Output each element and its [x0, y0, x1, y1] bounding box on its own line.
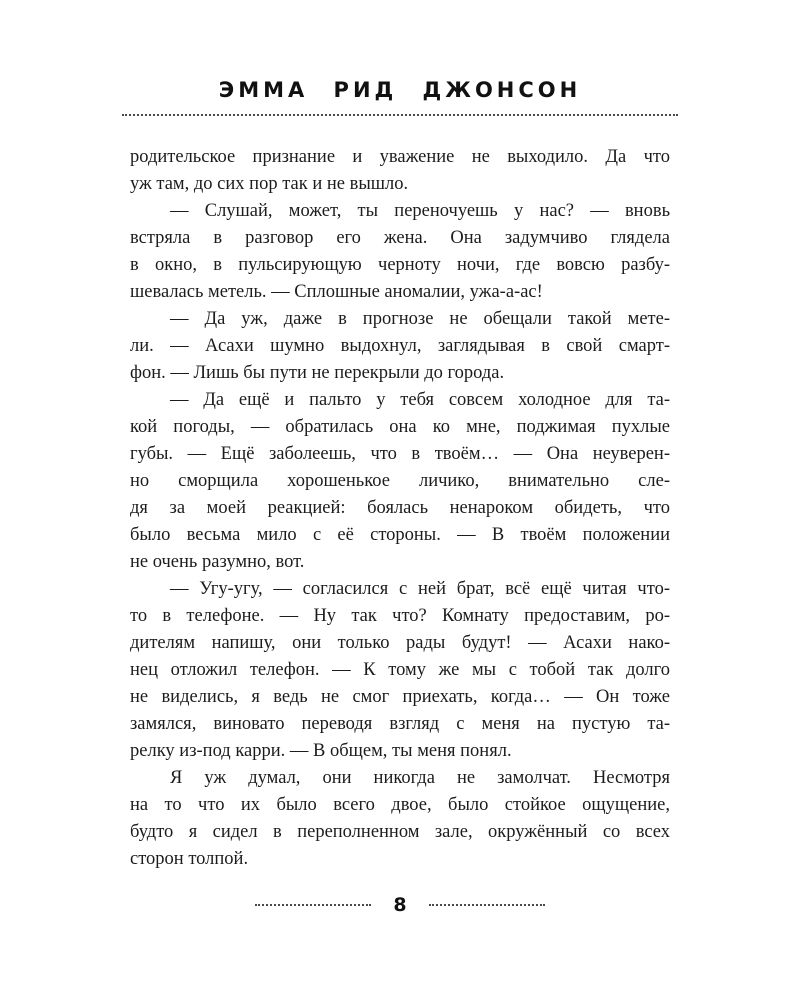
text-line: встряла в разговор его жена. Она задумчиво глядела	[130, 228, 670, 248]
footer-dotted-rule-right	[429, 904, 545, 906]
header-dotted-rule	[122, 114, 678, 116]
text-line: то в телефоне. — Ну так что? Комнату предоставим, ро-	[130, 606, 670, 626]
text-line: не очень разумно, вот.	[130, 552, 305, 572]
footer-dotted-rule-left	[255, 904, 371, 906]
text-line: сторон толпой.	[130, 849, 249, 869]
text-line: кой погоды, — обратилась она ко мне, поджимая пухлые	[130, 417, 670, 437]
text-line: шевалась метель. — Сплошные аномалии, ужа-а-ас!	[130, 282, 543, 302]
text-line: Я уж думал, они никогда не замолчат. Несмотря	[170, 768, 670, 788]
text-line: нец отложил телефон. — К тому же мы с тобой так долго	[130, 660, 670, 680]
text-line: уж там, до сих пор так и не вышло.	[130, 174, 409, 194]
page-number: 8	[393, 894, 407, 916]
text-line: но сморщила хорошенькое личико, внимательно сле-	[130, 471, 670, 491]
text-line: ли. — Асахи шумно выдохнул, заглядывая в свой смарт-	[130, 336, 670, 356]
paragraph	[130, 144, 670, 198]
text-line: не виделись, я ведь не смог приехать, когда… — Он тоже	[130, 687, 670, 707]
paragraph	[130, 576, 670, 765]
text-line: — Угу-угу, — согласился с ней брат, всё ещё читая что-	[170, 579, 670, 599]
text-line: родительское признание и уважение не выходило. Да что	[130, 147, 670, 167]
text-line: дителям напишу, они только рады будут! — Асахи нако-	[130, 633, 670, 653]
text-line: релку из-под карри. — В общем, ты меня понял.	[130, 741, 512, 761]
text-line: было весьма мило с её стороны. — В твоём положении	[130, 525, 670, 545]
text-line: фон. — Лишь бы пути не перекрыли до города.	[130, 363, 505, 383]
text-line: на то что их было всего двое, было стойкое ощущение,	[130, 795, 670, 815]
text-line: в окно, в пульсирующую черноту ночи, где вовсю разбу-	[130, 255, 670, 275]
text-line: губы. — Ещё заболеешь, что в твоём… — Она неуверен-	[130, 444, 670, 464]
page-footer	[0, 894, 800, 916]
paragraph	[130, 387, 670, 576]
text-line: — Слушай, может, ты переночуешь у нас? — вновь	[170, 201, 670, 221]
text-line: дя за моей реакцией: боялась ненароком обидеть, что	[130, 498, 670, 518]
text-line: — Да ещё и пальто у тебя совсем холодное для та-	[170, 390, 670, 410]
author-running-header: ЭММА РИД ДЖОНСОН	[218, 78, 582, 102]
text-line: будто я сидел в переполненном зале, окружённый со всех	[130, 822, 670, 842]
paragraph	[130, 198, 670, 306]
text-line: замялся, виновато переводя взгляд с меня на пустую та-	[130, 714, 670, 734]
page-text-block	[130, 144, 670, 873]
paragraph	[130, 765, 670, 873]
text-line: — Да уж, даже в прогнозе не обещали такой мете-	[170, 309, 670, 329]
paragraph	[130, 306, 670, 387]
